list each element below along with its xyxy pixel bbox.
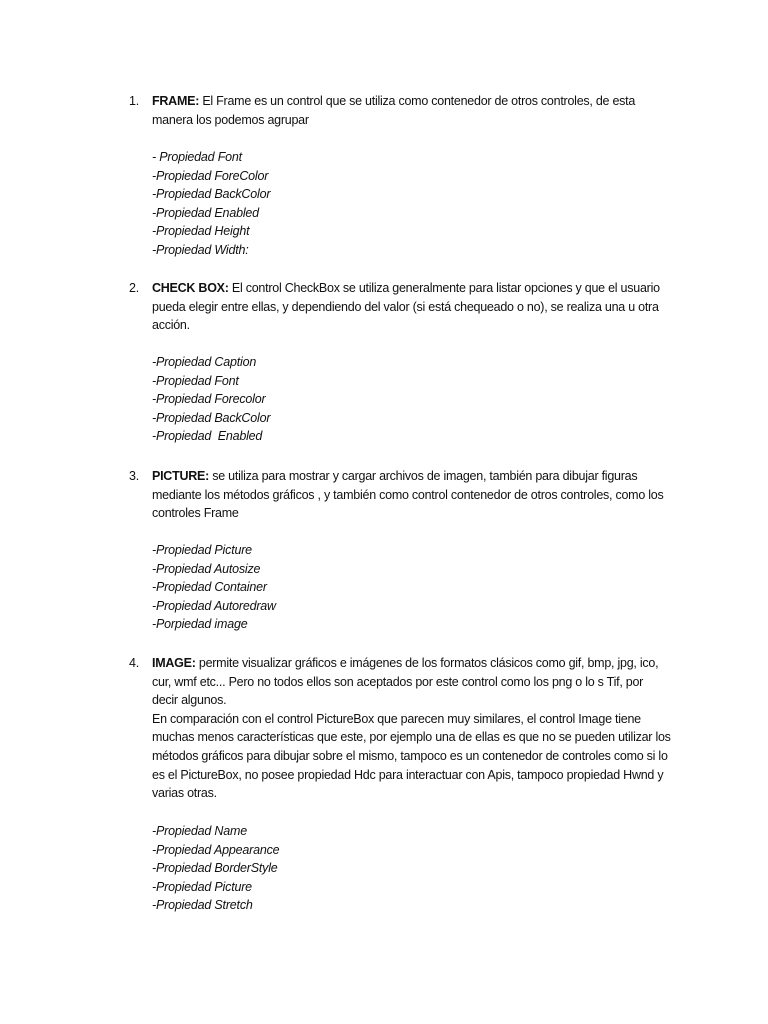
property-item: -Propiedad Enabled [152, 205, 259, 220]
property-item: -Propiedad Height [152, 224, 250, 239]
property-item: -Propiedad Width: [152, 242, 249, 257]
item-number: 4. [129, 656, 140, 670]
description-text: permite visualizar gráficos e imágenes de los formatos clásicos como gif, bmp, jpg, ico, cur, wmf etc... Pero no todos ellos son aceptados por este control como los png o lo s Tif, por decir algunos. [152, 656, 659, 708]
property-list [152, 148, 552, 260]
property-item: -Propiedad BackColor [152, 187, 271, 202]
property-item: -Propiedad ForeColor [152, 168, 269, 183]
property-item: -Propiedad Picture [152, 543, 252, 557]
description-paragraph [152, 92, 672, 129]
property-item: -Propiedad Autosize [152, 561, 261, 576]
item-term: IMAGE: [152, 656, 196, 670]
item-term: PICTURE: [152, 469, 210, 483]
item-description [152, 279, 672, 335]
item-term: CHECK BOX: [152, 281, 229, 295]
property-item: -Propiedad Container [152, 580, 267, 595]
property-item: -Propiedad Caption [152, 355, 257, 369]
description-text: se utiliza para mostrar y cargar archivos de imagen, también para dibujar figuras mediante los métodos gráficos , y también como control contenedor de otros controles, como los controles Frame [152, 469, 664, 521]
description-paragraph [152, 467, 672, 523]
property-item: -Propiedad Appearance [152, 842, 280, 857]
property-item: -Propiedad Font [152, 373, 239, 388]
item-number: 3. [129, 469, 140, 483]
description-text: El Frame es un control que se utiliza como contenedor de otros controles, de esta manera los podemos agrupar [152, 94, 636, 127]
property-item: -Propiedad Name [152, 824, 247, 838]
property-item: - Propiedad Font [152, 150, 242, 164]
property-item: -Propiedad Forecolor [152, 392, 266, 407]
property-item: -Propiedad BackColor [152, 410, 271, 425]
item-description [152, 654, 672, 803]
item-number: 1. [129, 94, 140, 108]
description-paragraph: En comparación con el control PictureBox que parecen muy similares, el control Image tiene muchas menos características que este, por ejemplo una de ellas es que no se pueden utilizar los métodos gráficos para dibujar sobre el mismo, tampoco es un contenedor de controles como si lo es el PictureBox, no posee propiedad Hdc para interactuar con Apis, tampoco propiedad Hwnd y varias otras. [152, 711, 671, 801]
description-paragraph [152, 279, 672, 335]
item-term: FRAME: [152, 94, 200, 108]
item-description [152, 467, 672, 523]
property-list [152, 541, 552, 634]
property-list [152, 353, 552, 446]
property-item: -Propiedad Stretch [152, 898, 253, 913]
item-description [152, 92, 672, 129]
property-list [152, 822, 552, 915]
property-item: -Propiedad Picture [152, 879, 252, 894]
property-item: -Propiedad Autoredraw [152, 598, 276, 613]
description-paragraph [152, 654, 672, 710]
description-text: El control CheckBox se utiliza generalmente para listar opciones y que el usuario pueda elegir entre ellas, y dependiendo del valor (si está chequeado o no), se realiza una u otra acción. [152, 281, 660, 333]
property-item: -Porpiedad image [152, 617, 248, 632]
property-item: -Propiedad Enabled [152, 429, 263, 444]
item-number: 2. [129, 281, 140, 295]
property-item: -Propiedad BorderStyle [152, 861, 278, 876]
